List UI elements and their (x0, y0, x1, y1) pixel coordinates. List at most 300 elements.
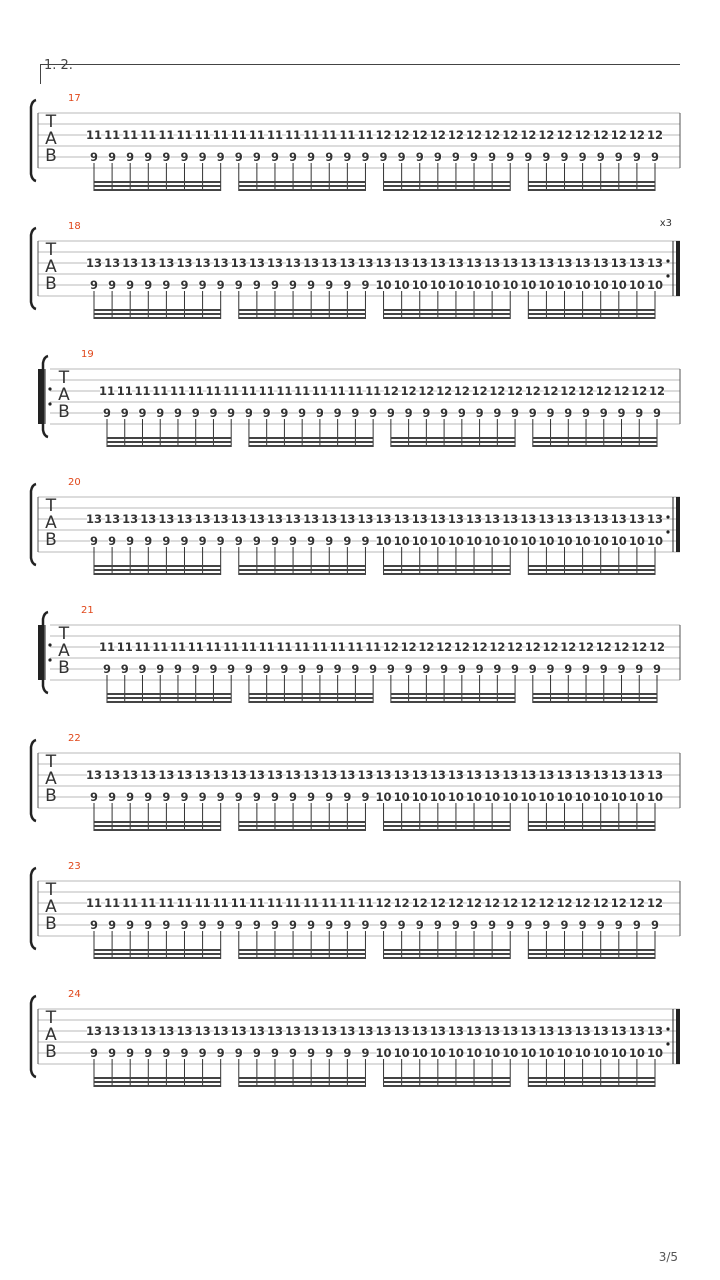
fret-number-lower: 9 (404, 662, 413, 676)
fret-number-lower: 10 (646, 1046, 664, 1060)
fret-number-upper: 12 (560, 640, 577, 654)
fret-number-upper: 13 (158, 256, 175, 270)
note-beam (533, 441, 657, 443)
fret-number-lower: 10 (393, 534, 410, 548)
fret-number-upper: 11 (285, 896, 302, 910)
fret-number-upper: 12 (556, 896, 573, 910)
fret-number-upper: 12 (613, 384, 630, 398)
note-beam (391, 437, 515, 439)
fret-number-upper: 13 (230, 768, 247, 782)
fret-number-lower: 10 (375, 278, 392, 292)
fret-number-upper: 13 (375, 768, 392, 782)
fret-number-lower: 10 (466, 534, 483, 548)
tab-system (38, 605, 680, 703)
fret-number-upper: 13 (339, 512, 356, 526)
fret-number-upper: 12 (489, 640, 506, 654)
repeat-dot (666, 274, 669, 277)
tab-clef-letter: B (45, 530, 57, 550)
fret-number-lower: 9 (120, 406, 129, 420)
fret-number-upper: 13 (484, 1024, 501, 1038)
note-beam (384, 949, 511, 951)
fret-number-lower: 10 (484, 1046, 501, 1060)
fret-number-upper: 13 (646, 512, 664, 526)
note-beam (94, 189, 221, 191)
note-beam (528, 189, 655, 191)
fret-number-upper: 12 (489, 384, 506, 398)
repeat-dot (666, 259, 669, 262)
fret-number-upper: 13 (429, 512, 446, 526)
fret-number-lower: 9 (262, 662, 271, 676)
fret-number-lower: 9 (524, 918, 533, 932)
note-beam (239, 829, 366, 831)
fret-number-upper: 13 (447, 768, 464, 782)
fret-number-upper: 13 (592, 768, 609, 782)
fret-number-upper: 13 (520, 256, 537, 270)
fret-number-lower: 9 (198, 790, 207, 804)
fret-number-upper: 13 (212, 512, 229, 526)
fret-number-upper: 13 (592, 256, 609, 270)
fret-number-lower: 9 (280, 406, 289, 420)
fret-number-lower: 10 (610, 278, 627, 292)
fret-number-upper: 13 (429, 768, 446, 782)
fret-number-upper: 12 (429, 128, 446, 142)
fret-number-upper: 13 (646, 1024, 664, 1038)
note-beam (384, 317, 511, 319)
note-beam (249, 701, 373, 703)
note-beam (239, 825, 366, 827)
fret-number-lower: 9 (361, 150, 370, 164)
note-beam (528, 181, 655, 183)
fret-number-lower: 9 (270, 918, 279, 932)
fret-number-upper: 12 (400, 640, 417, 654)
fret-number-lower: 10 (484, 790, 501, 804)
fret-number-lower: 10 (502, 278, 519, 292)
fret-number-lower: 9 (198, 918, 207, 932)
fret-number-lower: 9 (162, 918, 171, 932)
fret-number-upper: 13 (321, 1024, 338, 1038)
fret-number-lower: 9 (216, 790, 225, 804)
fret-number-lower: 9 (632, 918, 641, 932)
fret-number-upper: 12 (595, 640, 612, 654)
note-beam (239, 573, 366, 575)
fret-number-lower: 9 (162, 534, 171, 548)
note-beam (533, 693, 657, 695)
fret-number-upper: 13 (357, 768, 374, 782)
fret-number-lower: 9 (632, 150, 641, 164)
fret-number-upper: 12 (447, 896, 464, 910)
staff-brace (31, 484, 36, 565)
fret-number-upper: 13 (556, 512, 573, 526)
fret-number-upper: 13 (122, 1024, 139, 1038)
fret-number-lower: 9 (289, 1046, 298, 1060)
fret-number-lower: 9 (582, 406, 591, 420)
fret-number-upper: 13 (375, 512, 392, 526)
note-beam (94, 821, 221, 823)
fret-number-lower: 9 (191, 406, 200, 420)
fret-number-lower: 9 (102, 406, 112, 420)
fret-number-upper: 11 (116, 640, 133, 654)
tab-clef-letter: A (45, 129, 57, 149)
fret-number-upper: 12 (507, 384, 524, 398)
fret-number-upper: 13 (502, 512, 519, 526)
fret-number-lower: 9 (617, 662, 626, 676)
fret-number-lower: 9 (89, 918, 99, 932)
fret-number-lower: 10 (610, 1046, 627, 1060)
fret-number-upper: 13 (122, 256, 139, 270)
fret-number-lower: 9 (506, 150, 515, 164)
note-beam (384, 573, 511, 575)
fret-number-lower: 10 (502, 1046, 519, 1060)
fret-number-upper: 13 (303, 512, 320, 526)
fret-number-lower: 9 (252, 1046, 261, 1060)
fret-number-lower: 9 (289, 918, 298, 932)
fret-number-lower: 9 (397, 918, 406, 932)
fret-number-upper: 12 (628, 896, 645, 910)
fret-number-lower: 9 (156, 406, 165, 420)
fret-number-lower: 9 (198, 534, 207, 548)
fret-number-lower: 10 (574, 790, 591, 804)
fret-number-upper: 13 (628, 512, 645, 526)
fret-number-lower: 9 (216, 1046, 225, 1060)
fret-number-lower: 9 (451, 150, 460, 164)
fret-number-upper: 11 (266, 896, 283, 910)
fret-number-lower: 9 (138, 406, 147, 420)
fret-number-lower: 9 (234, 150, 243, 164)
fret-number-lower: 9 (144, 918, 153, 932)
fret-number-lower: 9 (108, 790, 117, 804)
fret-number-upper: 12 (542, 384, 559, 398)
fret-number-lower: 9 (252, 150, 261, 164)
fret-number-upper: 11 (230, 128, 247, 142)
fret-number-lower: 9 (209, 662, 218, 676)
fret-number-upper: 11 (194, 128, 211, 142)
fret-number-upper: 11 (339, 128, 356, 142)
fret-number-upper: 11 (134, 384, 151, 398)
fret-number-upper: 13 (321, 768, 338, 782)
repeat-count-label: x3 (659, 218, 672, 229)
fret-number-lower: 10 (592, 534, 609, 548)
fret-number-lower: 9 (89, 534, 99, 548)
note-beam (94, 185, 221, 187)
fret-number-upper: 12 (556, 128, 573, 142)
fret-number-upper: 12 (411, 128, 428, 142)
fret-number-upper: 12 (648, 384, 666, 398)
fret-number-upper: 11 (169, 640, 186, 654)
fret-number-upper: 11 (240, 384, 257, 398)
fret-number-upper: 11 (223, 384, 240, 398)
fret-number-upper: 11 (194, 896, 211, 910)
fret-number-lower: 10 (393, 278, 410, 292)
fret-number-lower: 9 (162, 278, 171, 292)
fret-number-lower: 9 (457, 406, 466, 420)
note-beam (239, 317, 366, 319)
note-beam (533, 701, 657, 703)
fret-number-upper: 13 (357, 256, 374, 270)
fret-number-upper: 13 (393, 512, 410, 526)
fret-number-upper: 13 (140, 1024, 157, 1038)
fret-number-upper: 11 (303, 896, 320, 910)
fret-number-lower: 9 (578, 918, 587, 932)
fret-number-lower: 9 (89, 150, 99, 164)
fret-number-upper: 13 (574, 1024, 591, 1038)
fret-number-lower: 9 (361, 534, 370, 548)
fret-number-lower: 9 (433, 150, 442, 164)
fret-number-lower: 9 (307, 918, 316, 932)
fret-number-upper: 13 (104, 1024, 121, 1038)
fret-number-upper: 12 (393, 896, 410, 910)
fret-number-lower: 9 (126, 790, 135, 804)
fret-number-upper: 13 (104, 256, 121, 270)
fret-number-lower: 9 (511, 406, 520, 420)
fret-number-lower: 10 (502, 534, 519, 548)
staff-brace (31, 996, 36, 1077)
note-beam (94, 1077, 221, 1079)
fret-number-upper: 13 (628, 256, 645, 270)
fret-number-lower: 9 (108, 278, 117, 292)
staff-brace (31, 100, 36, 181)
fret-number-lower: 9 (369, 406, 378, 420)
note-beam (384, 309, 511, 311)
fret-number-upper: 12 (436, 640, 453, 654)
fret-number-upper: 13 (85, 1024, 103, 1038)
fret-number-upper: 11 (311, 384, 328, 398)
fret-number-lower: 9 (144, 534, 153, 548)
tab-system (31, 218, 680, 319)
fret-number-upper: 11 (357, 128, 374, 142)
fret-number-lower: 9 (307, 278, 316, 292)
fret-number-upper: 11 (140, 896, 157, 910)
fret-number-lower: 9 (89, 1046, 99, 1060)
note-beam (107, 701, 231, 703)
fret-number-upper: 11 (187, 640, 204, 654)
fret-number-lower: 9 (493, 406, 502, 420)
fret-number-upper: 11 (266, 128, 283, 142)
fret-number-upper: 12 (447, 128, 464, 142)
fret-number-lower: 10 (411, 278, 428, 292)
fret-number-lower: 10 (429, 534, 446, 548)
fret-number-lower: 9 (650, 918, 660, 932)
fret-number-lower: 10 (556, 534, 573, 548)
fret-number-upper: 13 (85, 512, 103, 526)
repeat-dot (48, 387, 51, 390)
fret-number-lower: 9 (289, 534, 298, 548)
fret-number-lower: 9 (307, 790, 316, 804)
fret-number-lower: 10 (429, 1046, 446, 1060)
fret-number-lower: 9 (315, 406, 324, 420)
fret-number-lower: 9 (343, 278, 352, 292)
note-beam (239, 189, 366, 191)
fret-number-lower: 10 (556, 1046, 573, 1060)
fret-number-lower: 10 (411, 534, 428, 548)
fret-number-upper: 13 (212, 256, 229, 270)
volta-label: 1. 2. (44, 58, 73, 73)
tab-system (31, 861, 680, 959)
fret-number-lower: 10 (447, 278, 464, 292)
measure-number: 23 (68, 861, 81, 872)
fret-number-lower: 9 (252, 278, 261, 292)
fret-number-lower: 9 (652, 662, 662, 676)
fret-number-upper: 11 (303, 128, 320, 142)
tab-clef-letter: B (45, 914, 57, 934)
fret-number-upper: 13 (411, 1024, 428, 1038)
measure-number: 19 (81, 349, 94, 360)
fret-number-upper: 12 (484, 896, 501, 910)
fret-number-upper: 11 (347, 640, 364, 654)
fret-number-lower: 9 (325, 1046, 334, 1060)
fret-number-upper: 13 (411, 768, 428, 782)
fret-number-lower: 9 (546, 406, 555, 420)
fret-number-lower: 9 (227, 406, 236, 420)
fret-number-lower: 10 (538, 278, 555, 292)
fret-number-lower: 10 (466, 278, 483, 292)
fret-number-upper: 13 (357, 512, 374, 526)
fret-number-lower: 10 (520, 1046, 537, 1060)
fret-number-lower: 9 (596, 150, 605, 164)
fret-number-lower: 9 (262, 406, 271, 420)
note-beam (384, 1085, 511, 1087)
fret-number-lower: 9 (234, 278, 243, 292)
fret-number-upper: 11 (85, 896, 103, 910)
measure-number: 20 (68, 477, 81, 488)
fret-number-lower: 9 (280, 662, 289, 676)
fret-number-lower: 9 (361, 1046, 370, 1060)
fret-number-lower: 9 (227, 662, 236, 676)
fret-number-lower: 10 (375, 790, 392, 804)
tab-clef-letter: B (58, 402, 70, 422)
fret-number-upper: 12 (578, 640, 595, 654)
fret-number-upper: 12 (578, 384, 595, 398)
fret-number-upper: 13 (339, 768, 356, 782)
fret-number-upper: 12 (466, 128, 483, 142)
fret-number-lower: 9 (440, 406, 449, 420)
fret-number-upper: 11 (294, 384, 311, 398)
fret-number-lower: 9 (102, 662, 112, 676)
repeat-dot (666, 515, 669, 518)
tab-clef-letter: A (45, 257, 57, 277)
note-beam (384, 569, 511, 571)
fret-number-lower: 9 (506, 918, 515, 932)
fret-number-lower: 10 (393, 1046, 410, 1060)
fret-number-lower: 9 (422, 406, 431, 420)
fret-number-lower: 9 (180, 790, 189, 804)
fret-number-upper: 13 (158, 512, 175, 526)
fret-number-lower: 9 (564, 406, 573, 420)
tab-system (31, 477, 680, 575)
fret-number-lower: 9 (89, 790, 99, 804)
note-beam (249, 437, 373, 439)
fret-number-lower: 9 (156, 662, 165, 676)
fret-number-upper: 11 (116, 384, 133, 398)
fret-number-lower: 9 (162, 150, 171, 164)
fret-number-lower: 9 (234, 918, 243, 932)
fret-number-lower: 9 (333, 662, 342, 676)
note-beam (239, 1077, 366, 1079)
note-beam (533, 697, 657, 699)
note-beam (528, 1077, 655, 1079)
fret-number-upper: 12 (592, 896, 609, 910)
repeat-dot (48, 402, 51, 405)
fret-number-upper: 13 (248, 1024, 265, 1038)
fret-number-upper: 11 (248, 128, 265, 142)
note-beam (528, 309, 655, 311)
fret-number-lower: 9 (361, 790, 370, 804)
fret-number-upper: 12 (502, 128, 519, 142)
fret-number-upper: 13 (104, 768, 121, 782)
fret-number-upper: 11 (321, 128, 338, 142)
fret-number-upper: 12 (502, 896, 519, 910)
fret-number-upper: 12 (375, 896, 392, 910)
fret-number-upper: 13 (484, 512, 501, 526)
note-beam (384, 189, 511, 191)
note-beam (384, 181, 511, 183)
fret-number-upper: 12 (400, 384, 417, 398)
fret-number-upper: 13 (357, 1024, 374, 1038)
note-beam (94, 181, 221, 183)
fret-number-lower: 9 (422, 662, 431, 676)
fret-number-lower: 10 (646, 534, 664, 548)
fret-number-lower: 9 (270, 278, 279, 292)
note-beam (528, 957, 655, 959)
fret-number-lower: 10 (556, 790, 573, 804)
fret-number-upper: 13 (520, 1024, 537, 1038)
fret-number-lower: 10 (411, 1046, 428, 1060)
fret-number-lower: 9 (488, 918, 497, 932)
fret-number-lower: 9 (298, 406, 307, 420)
note-beam (528, 317, 655, 319)
fret-number-lower: 9 (162, 790, 171, 804)
fret-number-upper: 11 (158, 896, 175, 910)
fret-number-upper: 13 (556, 1024, 573, 1038)
fret-number-upper: 13 (266, 256, 283, 270)
note-beam (94, 313, 221, 315)
fret-number-lower: 9 (560, 150, 569, 164)
fret-number-lower: 9 (270, 150, 279, 164)
fret-number-lower: 9 (542, 918, 551, 932)
fret-number-upper: 11 (212, 128, 229, 142)
tab-system (31, 733, 680, 831)
fret-number-upper: 11 (258, 640, 275, 654)
tab-clef-letter: T (45, 880, 57, 900)
fret-number-lower: 10 (411, 790, 428, 804)
fret-number-lower: 9 (108, 150, 117, 164)
note-beam (239, 565, 366, 567)
note-beam (528, 829, 655, 831)
fret-number-upper: 13 (248, 256, 265, 270)
fret-number-upper: 12 (631, 384, 648, 398)
note-beam (528, 565, 655, 567)
fret-number-upper: 13 (502, 1024, 519, 1038)
measure-number: 22 (68, 733, 81, 744)
tab-clef-letter: T (58, 368, 70, 388)
fret-number-lower: 10 (447, 1046, 464, 1060)
tab-clef-letter: T (45, 1008, 57, 1028)
note-beam (384, 825, 511, 827)
fret-number-upper: 13 (429, 256, 446, 270)
fret-number-lower: 10 (484, 278, 501, 292)
fret-number-lower: 9 (386, 662, 395, 676)
fret-number-upper: 13 (140, 512, 157, 526)
fret-number-lower: 9 (180, 534, 189, 548)
fret-number-lower: 10 (502, 790, 519, 804)
fret-number-upper: 11 (276, 640, 293, 654)
note-beam (384, 185, 511, 187)
fret-number-lower: 9 (144, 1046, 153, 1060)
fret-number-upper: 11 (321, 896, 338, 910)
fret-number-upper: 13 (176, 512, 193, 526)
fret-number-lower: 9 (216, 278, 225, 292)
tab-clef-letter: B (58, 658, 70, 678)
fret-number-lower: 9 (470, 918, 479, 932)
